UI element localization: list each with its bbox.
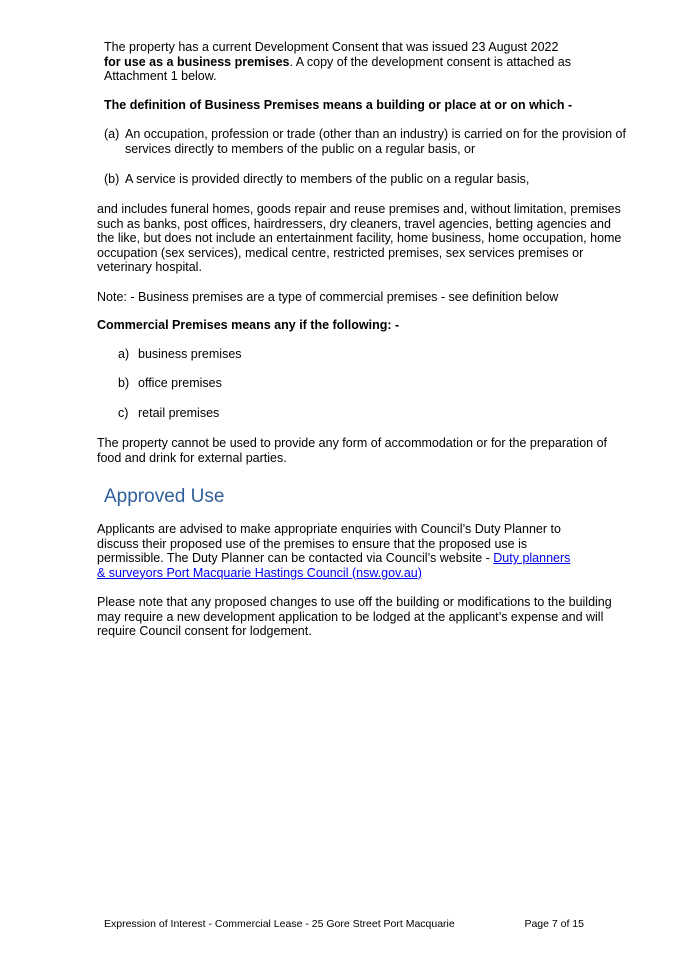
includes-paragraph	[97, 202, 657, 275]
definition-item-b	[104, 172, 644, 187]
intro-bold-use: for use as a business premises	[104, 54, 290, 69]
list-marker: c)	[118, 406, 129, 420]
text-line: food and drink for external parties.	[97, 450, 287, 465]
commercial-heading: Commercial Premises means any if the following: -	[97, 318, 400, 332]
definition-item-text: A service is provided directly to members of the public on a regular basis,	[125, 172, 530, 186]
text-line: permissible. The Duty Planner can be contacted via Council’s website -	[97, 551, 494, 566]
text-line: veterinary hospital.	[97, 260, 202, 275]
list-item: business premises	[138, 347, 242, 361]
list-marker: (b)	[104, 172, 120, 186]
list-item: retail premises	[138, 406, 220, 420]
text-line: occupation (sex services), medical centre, restricted premises, sex services premises or	[97, 245, 584, 260]
text-line: the like, but does not include an entertainment facility, home business, home occupation, home	[97, 231, 622, 246]
text-line: and includes funeral homes, goods repair and reuse premises and, without limitation, premises	[97, 202, 621, 216]
definition-item-text: services directly to members of the public on a regular basis, or	[125, 141, 476, 156]
text-line: Applicants are advised to make appropriate enquiries with Council’s Duty Planner to	[97, 522, 561, 536]
intro-line-3: Attachment 1 below.	[104, 69, 217, 84]
definition-heading: The definition of Business Premises means a building or place at or on which -	[104, 98, 573, 112]
text-line: The property cannot be used to provide any form of accommodation or for the preparation of	[97, 436, 608, 450]
list-marker: b)	[118, 376, 130, 390]
commercial-item	[118, 406, 518, 421]
accommodation-paragraph	[97, 436, 657, 465]
footer-page-number: Page 7 of 15	[524, 918, 584, 930]
intro-paragraph	[104, 40, 644, 84]
section-heading: Approved Use	[104, 486, 225, 507]
intro-rest-1: . A copy of the development consent is attached as	[289, 54, 571, 69]
list-item: office premises	[138, 376, 222, 390]
approved-use-paragraph	[97, 522, 657, 580]
text-line: such as banks, post offices, hairdressers, dry cleaners, travel agencies, betting agencies and	[97, 216, 611, 231]
definition-item-a	[104, 127, 644, 156]
list-marker: (a)	[104, 127, 120, 141]
definition-item-text: An occupation, profession or trade (other than an industry) is carried on for the provision of	[125, 127, 626, 141]
changes-paragraph	[97, 595, 657, 639]
duty-planners-link[interactable]: Duty planners	[493, 551, 571, 566]
page-footer	[104, 918, 584, 930]
text-line: require Council consent for lodgement.	[97, 624, 312, 639]
list-marker: a)	[118, 347, 130, 361]
footer-document-title: Expression of Interest - Commercial Lease - 25 Gore Street Port Macquarie	[104, 918, 455, 930]
note-text: Note: - Business premises are a type of commercial premises - see definition below	[97, 290, 559, 304]
text-line: Please note that any proposed changes to use off the building or modifications to the building	[97, 595, 612, 609]
text-line: discuss their proposed use of the premises to ensure that the proposed use is	[97, 536, 528, 551]
duty-planners-link-continued[interactable]: & surveyors Port Macquarie Hastings Council (nsw.gov.au)	[97, 565, 422, 580]
commercial-item	[118, 347, 518, 362]
text-line: may require a new development application to be lodged at the applicant’s expense and will	[97, 609, 604, 624]
commercial-item	[118, 376, 518, 391]
intro-line-1: The property has a current Development Consent that was issued 23 August 2022	[104, 40, 559, 54]
